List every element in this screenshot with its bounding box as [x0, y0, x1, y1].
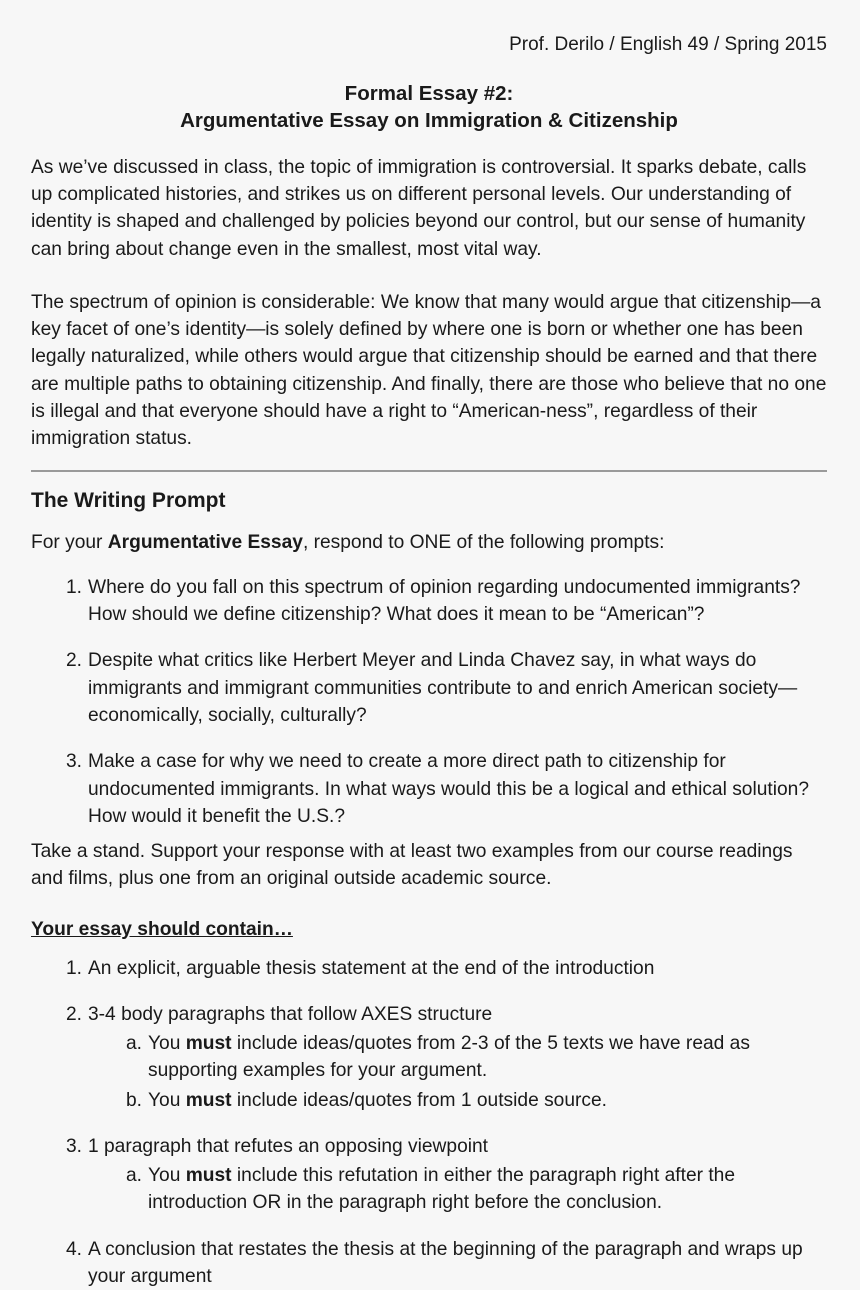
closing-instruction: Take a stand. Support your response with at least two examples from our course readings and films, plus one from an original outside academic source. — [31, 841, 793, 890]
sub-list-item — [88, 1030, 827, 1085]
list-item — [31, 1236, 827, 1290]
instruction-emphasis: Argumentative Essay — [107, 531, 303, 553]
sub-text-emphasis: must — [185, 1165, 232, 1187]
writing-prompt-instruction — [31, 529, 827, 556]
writing-prompt-heading: The Writing Prompt — [31, 489, 226, 513]
list-marker: 2. — [65, 1003, 82, 1025]
list-item — [31, 748, 827, 830]
sub-list-marker: b. — [125, 1089, 142, 1111]
sub-text-prefix: You — [148, 1033, 186, 1055]
sub-list-item — [88, 1087, 827, 1114]
requirements-list — [31, 955, 827, 1290]
list-marker: 1. — [65, 576, 82, 598]
section-divider — [31, 470, 827, 472]
list-item-text: An explicit, arguable thesis statement at the end of the introduction — [88, 957, 655, 979]
list-item — [31, 574, 827, 629]
sub-text-emphasis: must — [185, 1033, 232, 1055]
sub-text-prefix: You — [148, 1165, 186, 1187]
sub-list — [88, 1030, 827, 1114]
list-marker: 1. — [65, 957, 82, 979]
sub-text-suffix: include ideas/quotes from 1 outside source. — [231, 1089, 608, 1111]
list-item — [31, 647, 827, 729]
title-line-1: Formal Essay #2: — [344, 81, 514, 105]
list-item — [31, 1001, 827, 1114]
sub-list-marker: a. — [125, 1165, 142, 1187]
instruction-suffix: , respond to ONE of the following prompts: — [302, 531, 665, 553]
course-header: Prof. Derilo / English 49 / Spring 2015 — [509, 34, 827, 55]
list-marker: 2. — [65, 650, 82, 672]
list-item-text: 3-4 body paragraphs that follow AXES structure — [88, 1003, 493, 1025]
list-item-text: 1 paragraph that refutes an opposing viewpoint — [88, 1135, 489, 1157]
list-item-text: Where do you fall on this spectrum of opinion regarding undocumented immigrants? How should we define citizenship? What does it mean to be “American”? — [88, 576, 801, 626]
list-marker: 4. — [65, 1238, 82, 1260]
sub-list — [88, 1162, 827, 1217]
sub-list-marker: a. — [125, 1033, 142, 1055]
sub-text-emphasis: must — [185, 1089, 232, 1111]
list-item-text: A conclusion that restates the thesis at the beginning of the paragraph and wraps up your argument — [88, 1238, 803, 1287]
list-marker: 3. — [65, 751, 82, 773]
intro-paragraph-1: As we’ve discussed in class, the topic of immigration is controversial. It sparks debate, calls up complicated histories, and strikes us on different personal levels. Our understanding of identity is shaped and challenged by policies beyond our control, but our sense of humanity can bring about change even in the smallest, most vital way. — [31, 156, 807, 260]
list-item — [31, 955, 827, 982]
list-item-text: Make a case for why we need to create a more direct path to citizenship for undocumented immigrants. In what ways would this be a logical and ethical solution? How would it benefit the U.S.? — [88, 751, 810, 827]
prompt-list — [31, 574, 827, 830]
sub-text-suffix: include ideas/quotes from 2-3 of the 5 texts we have read as supporting examples for your argument. — [148, 1033, 750, 1082]
list-item — [31, 1133, 827, 1217]
intro-paragraph-2: The spectrum of opinion is considerable: We know that many would argue that citizenship—a key facet of one’s identity—is solely defined by where one is born or whether one has been legally naturalized, while others would argue that citizenship should be earned and that there are multiple paths to obtaining citizenship. And finally, there are those who believe that no one is illegal and that everyone should have a right to “American-ness”, regardless of their immigration status. — [31, 291, 827, 450]
list-item-text: Despite what critics like Herbert Meyer and Linda Chavez say, in what ways do immigrants and immigrant communities contribute to and enrich American society—economically, socially, culturally? — [88, 650, 798, 727]
list-marker: 3. — [65, 1135, 82, 1157]
title-line-2: Argumentative Essay on Immigration & Citizenship — [180, 108, 678, 132]
sub-text-prefix: You — [148, 1089, 186, 1111]
sub-text-suffix: include this refutation in either the paragraph right after the introduction OR in the paragraph right before the conclusion. — [148, 1165, 736, 1214]
requirements-heading: Your essay should contain… — [31, 918, 293, 940]
document-title — [31, 80, 827, 134]
sub-list-item — [88, 1162, 827, 1217]
instruction-prefix: For your — [31, 531, 108, 553]
